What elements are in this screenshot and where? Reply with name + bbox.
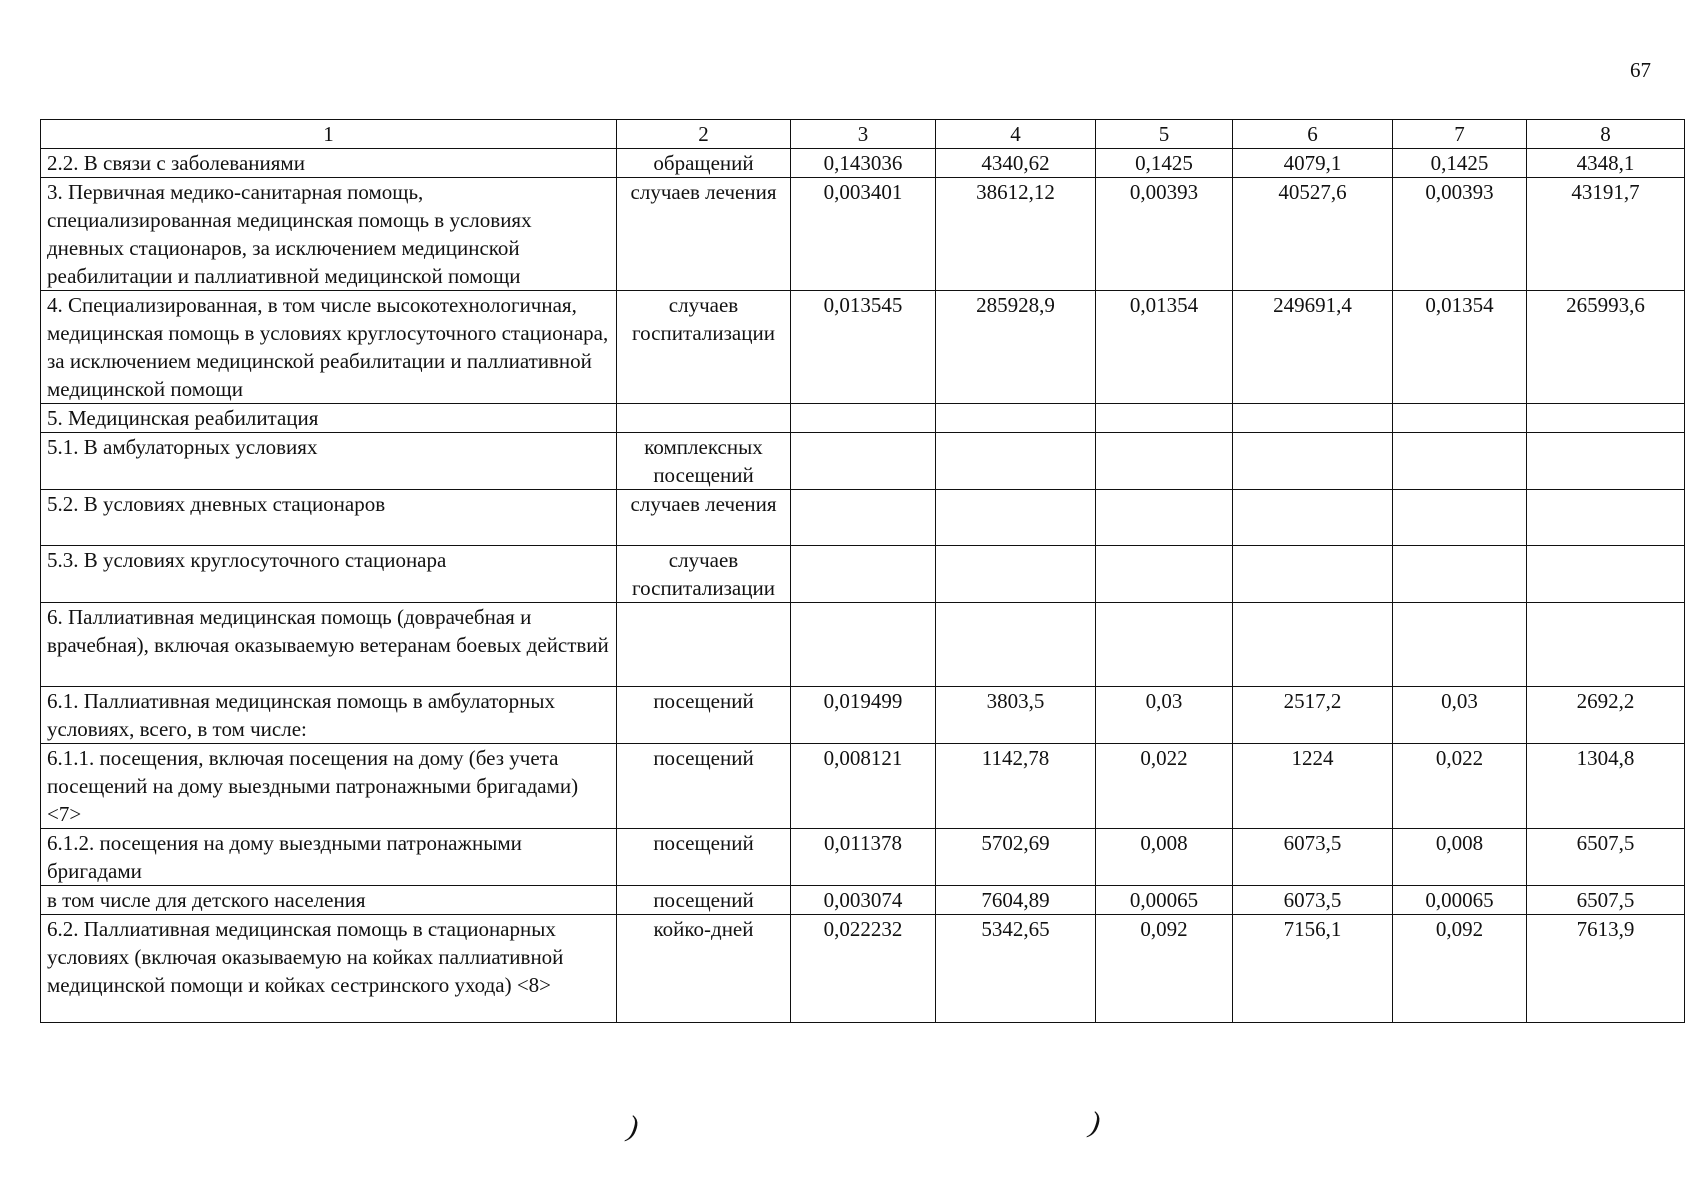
value-cell <box>1527 490 1685 546</box>
value-cell <box>936 404 1096 433</box>
handwritten-mark: ) <box>625 1109 641 1144</box>
table-row <box>41 178 1685 291</box>
unit-cell: случаев госпитализации <box>617 291 791 404</box>
value-cell: 0,008 <box>1096 829 1233 886</box>
value-cell: 0,1425 <box>1393 149 1527 178</box>
header-cell: 6 <box>1233 120 1393 149</box>
value-cell <box>1233 546 1393 603</box>
value-cell: 0,00065 <box>1393 886 1527 915</box>
value-cell: 40527,6 <box>1233 178 1393 291</box>
unit-cell: посещений <box>617 886 791 915</box>
value-cell: 0,00393 <box>1393 178 1527 291</box>
value-cell <box>1233 603 1393 687</box>
value-cell: 4340,62 <box>936 149 1096 178</box>
table-row <box>41 886 1685 915</box>
value-cell: 0,022 <box>1393 744 1527 829</box>
value-cell <box>791 546 936 603</box>
row-label: 4. Специализированная, в том числе высокотехнологичная, медицинская помощь в условиях круглосуточного стационара, за исключением медицинской реабилитации и паллиативной медицинской помощи <box>41 291 617 404</box>
value-cell: 7613,9 <box>1527 915 1685 1023</box>
value-cell <box>1233 490 1393 546</box>
value-cell: 0,1425 <box>1096 149 1233 178</box>
row-label: 6.2. Паллиативная медицинская помощь в стационарных условиях (включая оказываемую на койках паллиативной медицинской помощи и койках сестринского ухода) <8> <box>41 915 617 1023</box>
value-cell: 0,008 <box>1393 829 1527 886</box>
value-cell: 0,013545 <box>791 291 936 404</box>
value-cell <box>791 490 936 546</box>
value-cell: 2517,2 <box>1233 687 1393 744</box>
header-row <box>41 120 1685 149</box>
row-label: 6. Паллиативная медицинская помощь (доврачебная и врачебная), включая оказываемую ветеранам боевых действий <box>41 603 617 687</box>
table-row <box>41 603 1685 687</box>
value-cell: 0,01354 <box>1096 291 1233 404</box>
value-cell <box>791 433 936 490</box>
value-cell: 6073,5 <box>1233 886 1393 915</box>
value-cell <box>1233 404 1393 433</box>
header-cell: 4 <box>936 120 1096 149</box>
table-row <box>41 490 1685 546</box>
value-cell: 0,143036 <box>791 149 936 178</box>
header-cell: 5 <box>1096 120 1233 149</box>
value-cell <box>1527 433 1685 490</box>
row-label: 5. Медицинская реабилитация <box>41 404 617 433</box>
header-cell: 2 <box>617 120 791 149</box>
row-label: в том числе для детского населения <box>41 886 617 915</box>
row-label: 5.3. В условиях круглосуточного стационара <box>41 546 617 603</box>
value-cell: 0,01354 <box>1393 291 1527 404</box>
value-cell: 6073,5 <box>1233 829 1393 886</box>
table-row <box>41 149 1685 178</box>
table-row <box>41 744 1685 829</box>
row-label: 5.1. В амбулаторных условиях <box>41 433 617 490</box>
value-cell: 0,092 <box>1096 915 1233 1023</box>
value-cell: 4348,1 <box>1527 149 1685 178</box>
value-cell <box>1096 433 1233 490</box>
value-cell <box>1096 404 1233 433</box>
unit-cell: комплексных посещений <box>617 433 791 490</box>
header-cell: 3 <box>791 120 936 149</box>
value-cell: 2692,2 <box>1527 687 1685 744</box>
value-cell: 0,008121 <box>791 744 936 829</box>
table-row <box>41 433 1685 490</box>
value-cell <box>936 490 1096 546</box>
value-cell <box>1527 404 1685 433</box>
value-cell: 1142,78 <box>936 744 1096 829</box>
table-row <box>41 546 1685 603</box>
value-cell <box>936 603 1096 687</box>
value-cell: 43191,7 <box>1527 178 1685 291</box>
header-cell: 7 <box>1393 120 1527 149</box>
table-row <box>41 915 1685 1023</box>
value-cell: 3803,5 <box>936 687 1096 744</box>
value-cell: 249691,4 <box>1233 291 1393 404</box>
value-cell: 1304,8 <box>1527 744 1685 829</box>
value-cell: 0,092 <box>1393 915 1527 1023</box>
handwritten-mark: ) <box>1087 1105 1103 1140</box>
value-cell <box>1096 603 1233 687</box>
value-cell: 5702,69 <box>936 829 1096 886</box>
value-cell: 5342,65 <box>936 915 1096 1023</box>
value-cell <box>791 603 936 687</box>
value-cell <box>1393 490 1527 546</box>
value-cell: 6507,5 <box>1527 886 1685 915</box>
row-label: 3. Первичная медико-санитарная помощь, специализированная медицинская помощь в условиях дневных стационаров, за исключением медицинской реабилитации и паллиативной медицинской помощи <box>41 178 617 291</box>
value-cell <box>1393 433 1527 490</box>
unit-cell: койко-дней <box>617 915 791 1023</box>
value-cell: 285928,9 <box>936 291 1096 404</box>
table-row <box>41 291 1685 404</box>
unit-cell <box>617 404 791 433</box>
value-cell: 6507,5 <box>1527 829 1685 886</box>
value-cell: 4079,1 <box>1233 149 1393 178</box>
header-cell: 8 <box>1527 120 1685 149</box>
value-cell: 0,022 <box>1096 744 1233 829</box>
value-cell: 0,03 <box>1393 687 1527 744</box>
value-cell <box>1527 603 1685 687</box>
value-cell: 0,019499 <box>791 687 936 744</box>
value-cell <box>791 404 936 433</box>
unit-cell: случаев лечения <box>617 490 791 546</box>
value-cell <box>1233 433 1393 490</box>
unit-cell <box>617 603 791 687</box>
row-label: 6.1. Паллиативная медицинская помощь в амбулаторных условиях, всего, в том числе: <box>41 687 617 744</box>
value-cell <box>1096 546 1233 603</box>
value-cell <box>1393 404 1527 433</box>
value-cell <box>1393 546 1527 603</box>
value-cell: 0,003074 <box>791 886 936 915</box>
data-table <box>40 119 1685 1023</box>
value-cell: 1224 <box>1233 744 1393 829</box>
row-label: 6.1.2. посещения на дому выездными патронажными бригадами <box>41 829 617 886</box>
value-cell: 0,022232 <box>791 915 936 1023</box>
unit-cell: случаев лечения <box>617 178 791 291</box>
unit-cell: посещений <box>617 829 791 886</box>
value-cell: 38612,12 <box>936 178 1096 291</box>
value-cell <box>936 433 1096 490</box>
unit-cell: случаев госпитализации <box>617 546 791 603</box>
value-cell: 0,03 <box>1096 687 1233 744</box>
value-cell <box>1393 603 1527 687</box>
page-number: 67 <box>1630 58 1651 82</box>
value-cell: 265993,6 <box>1527 291 1685 404</box>
value-cell <box>1096 490 1233 546</box>
value-cell <box>1527 546 1685 603</box>
table-row <box>41 404 1685 433</box>
table-row <box>41 687 1685 744</box>
value-cell: 0,00393 <box>1096 178 1233 291</box>
row-label: 2.2. В связи с заболеваниями <box>41 149 617 178</box>
unit-cell: посещений <box>617 687 791 744</box>
row-label: 6.1.1. посещения, включая посещения на дому (без учета посещений на дому выездными патронажными бригадами) <7> <box>41 744 617 829</box>
header-cell: 1 <box>41 120 617 149</box>
value-cell <box>936 546 1096 603</box>
value-cell: 0,011378 <box>791 829 936 886</box>
value-cell: 0,003401 <box>791 178 936 291</box>
value-cell: 7604,89 <box>936 886 1096 915</box>
unit-cell: посещений <box>617 744 791 829</box>
row-label: 5.2. В условиях дневных стационаров <box>41 490 617 546</box>
value-cell: 7156,1 <box>1233 915 1393 1023</box>
table-row <box>41 829 1685 886</box>
value-cell: 0,00065 <box>1096 886 1233 915</box>
unit-cell: обращений <box>617 149 791 178</box>
